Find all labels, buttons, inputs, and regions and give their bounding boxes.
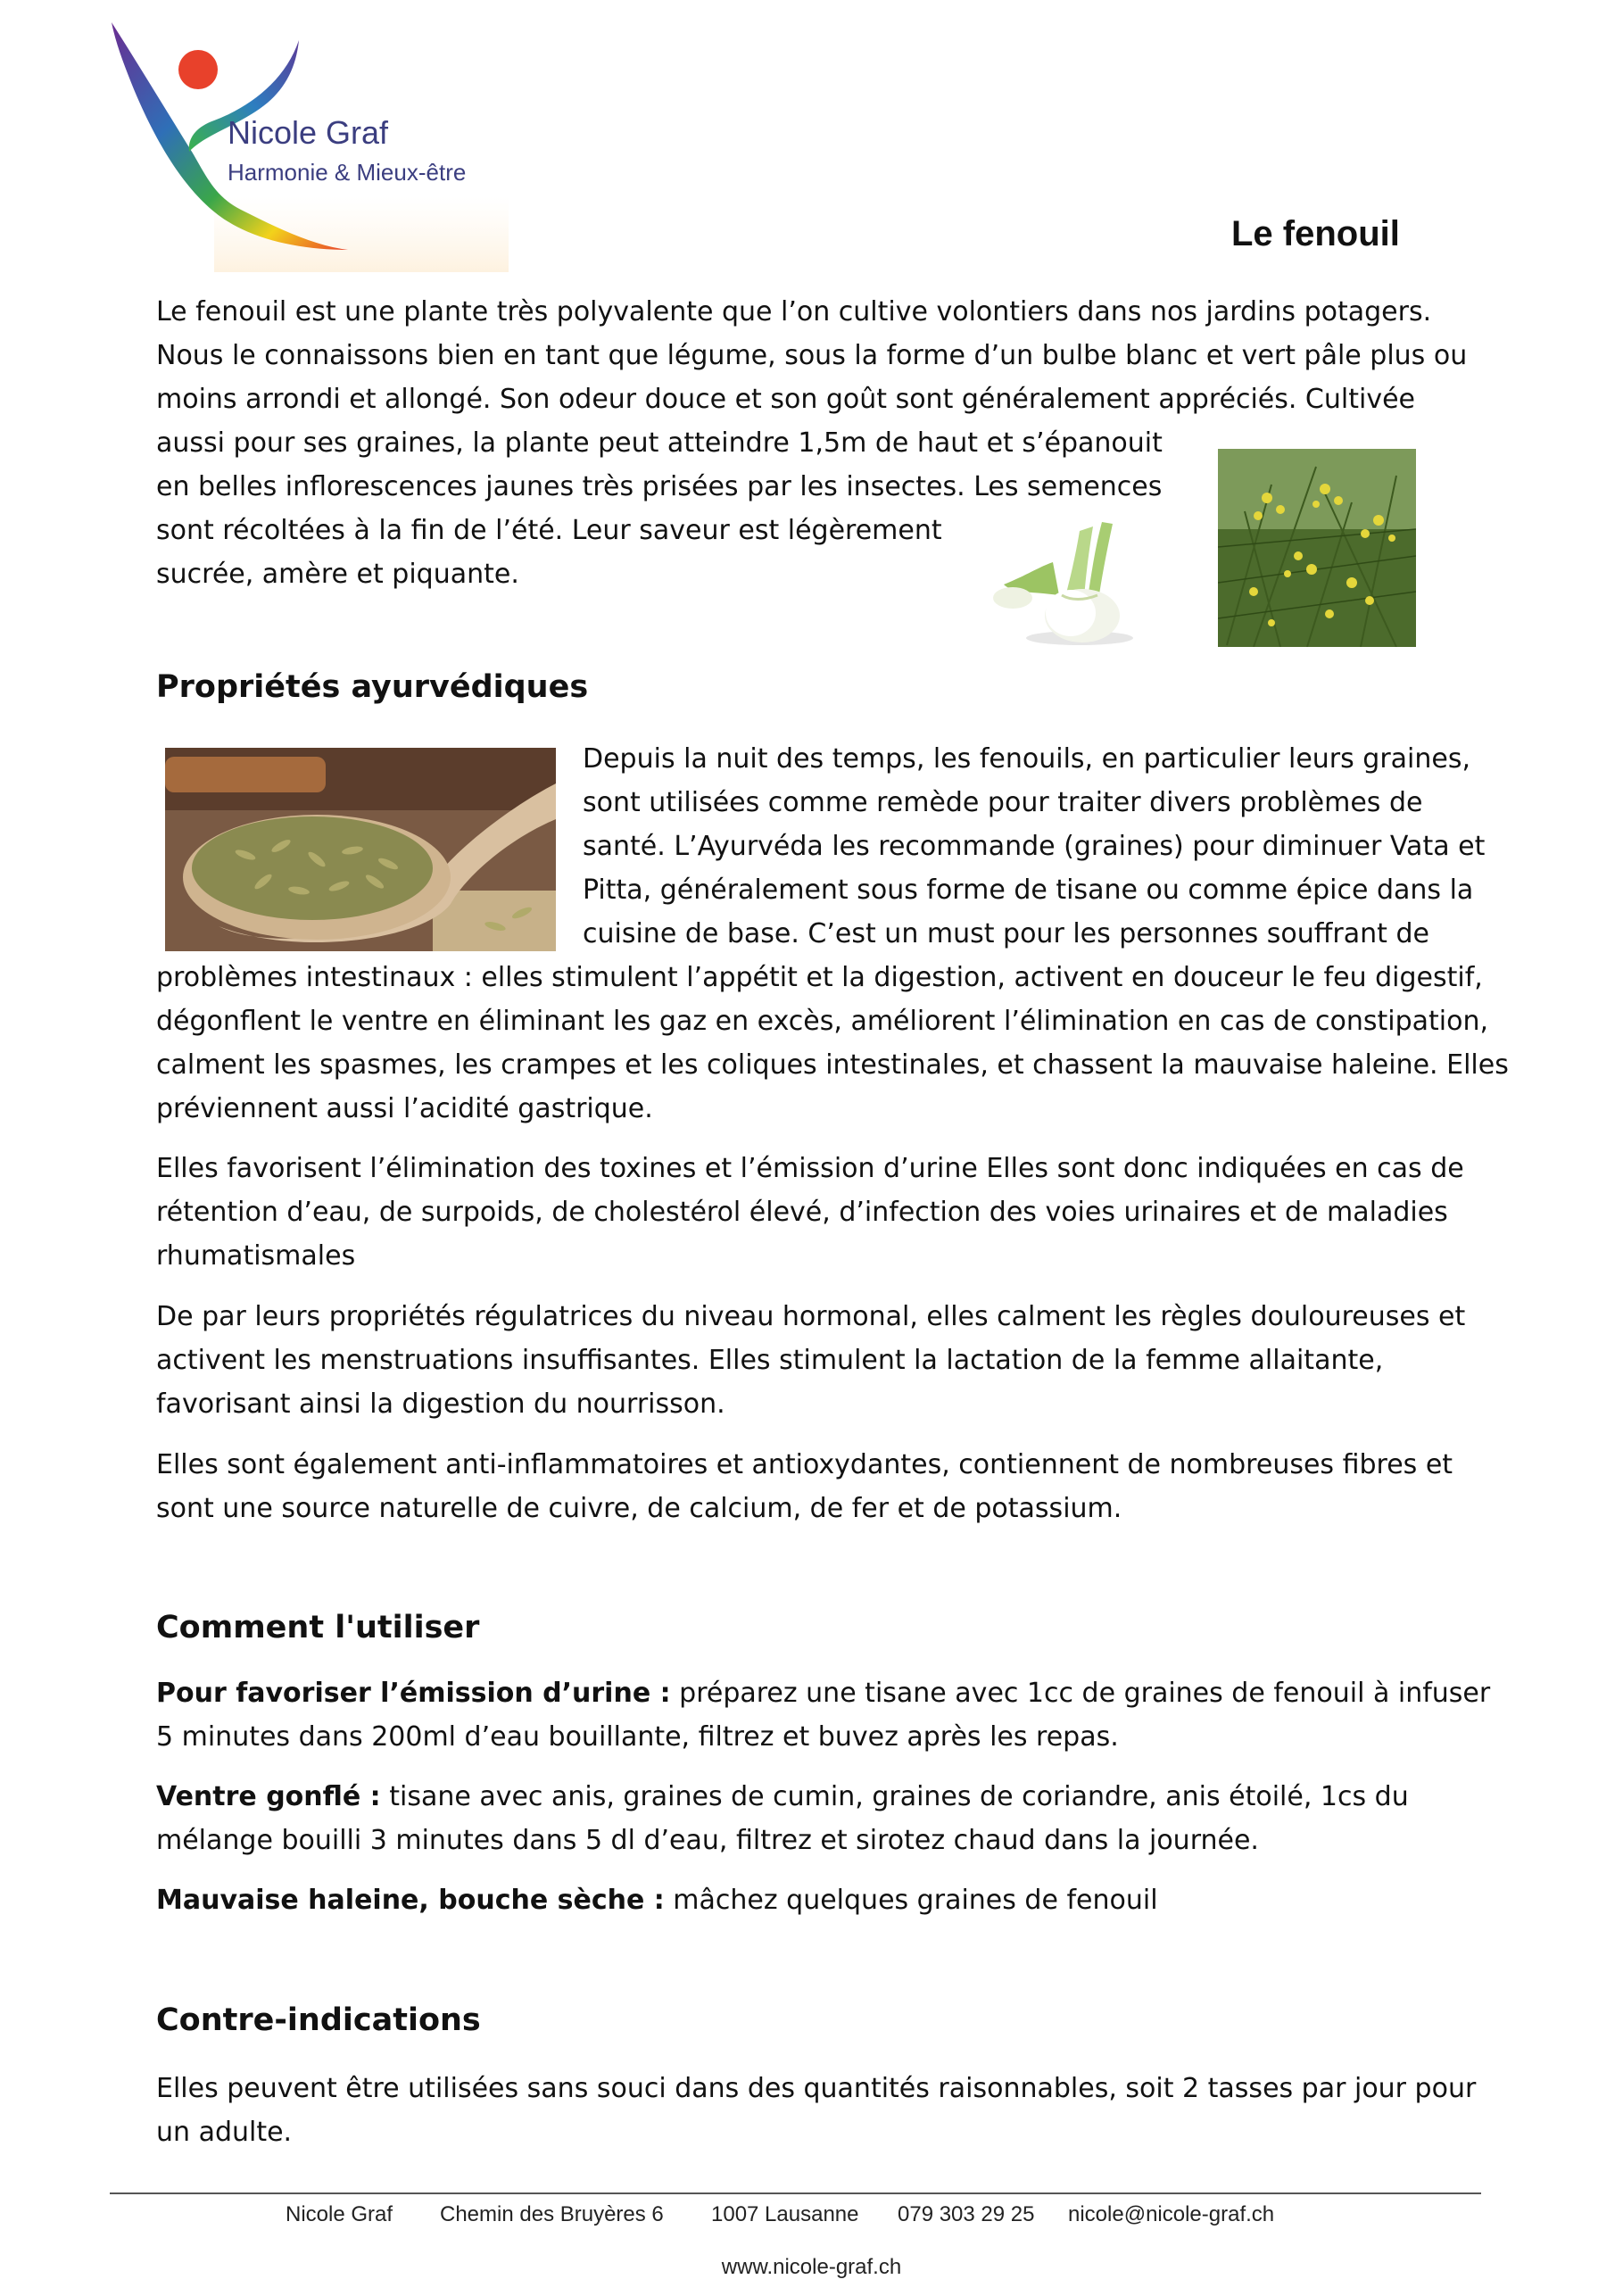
usage-label: Pour favoriser l’émission d’urine : — [156, 1678, 671, 1709]
usage-item-bloating — [156, 1775, 1495, 1862]
usage-item-urine — [156, 1671, 1495, 1759]
footer-name: Nicole Graf — [286, 2202, 393, 2226]
ayurveda-line: santé. L’Ayurvéda les recommande (graines) pour diminuer Vata et — [583, 831, 1486, 862]
ayurveda-line: dégonflent le ventre en éliminant les gaz en excès, améliorent l’élimination en cas de constipation, — [156, 1006, 1489, 1037]
ayurveda-line: calment les spasmes, les crampes et les coliques intestinales, et chassent la mauvaise haleine. Elles — [156, 1049, 1509, 1081]
intro-line: sont récoltées à la fin de l’été. Leur saveur est légèrement — [156, 515, 942, 546]
logo-name: Nicole Graf — [228, 114, 389, 151]
intro-line: sucrée, amère et piquante. — [156, 559, 519, 590]
intro-line: Nous le connaissons bien en tant que légume, sous la forme d’un bulbe blanc et vert pâle plus ou — [156, 340, 1468, 371]
page-title: Le fenouil — [1231, 214, 1400, 253]
section-heading-usage: Comment l'utiliser — [156, 1610, 480, 1645]
usage-item-breath — [156, 1878, 1495, 1922]
intro-line: aussi pour ses graines, la plante peut atteindre 1,5m de haut et s’épanouit — [156, 427, 1163, 459]
intro-line: moins arrondi et allongé. Son odeur douce et son goût sont généralement appréciés. Cultivée — [156, 384, 1415, 415]
usage-label: Ventre gonflé : — [156, 1781, 381, 1812]
usage-text: mâchez quelques graines de fenouil — [664, 1885, 1158, 1916]
ayurveda-line: Pitta, généralement sous forme de tisane ou comme épice dans la — [583, 874, 1474, 906]
usage-label: Mauvaise haleine, bouche sèche : — [156, 1885, 665, 1916]
section-heading-ayurveda: Propriétés ayurvédiques — [156, 669, 589, 705]
footer-address: Chemin des Bruyères 6 — [440, 2202, 664, 2226]
footer-phone: 079 303 29 25 — [898, 2202, 1035, 2226]
intro-line: Le fenouil est une plante très polyvalente que l’on cultive volontiers dans nos jardins potagers. — [156, 296, 1432, 327]
footer-website-text[interactable]: www.nicole-graf.ch — [721, 2255, 902, 2279]
paragraph-hormonal: De par leurs propriétés régulatrices du niveau hormonal, elles calment les règles douloureuses et activent les menstruations insuffisantes. Elles stimulent la lactation de la femme allaitante, favorisant ainsi la digestion du nourrisson. — [156, 1301, 1466, 1420]
fennel-seeds-spoon-image — [165, 748, 556, 951]
footer-city: 1007 Lausanne — [711, 2202, 859, 2226]
paragraph-elimination: Elles favorisent l’élimination des toxines et l’émission d’urine Elles sont donc indiquées en cas de rétention d’eau, de surpoids, de cholestérol élevé, d’infection des voies urinaires et de maladies rhumatismales — [156, 1153, 1464, 1272]
footer-divider — [110, 2192, 1481, 2194]
logo-tagline: Harmonie & Mieux-être — [228, 159, 467, 186]
logo — [107, 18, 518, 272]
paragraph-antioxidant: Elles sont également anti-inflammatoires et antioxydantes, contiennent de nombreuses fibres et sont une source naturelle de cuivre, de calcium, de fer et de potassium. — [156, 1449, 1453, 1524]
usage-text: tisane avec anis, graines de cumin, graines de coriandre, anis étoilé, 1cs du mélange bouilli 3 minutes dans 5 dl d’eau, filtrez et sirotez chaud dans la journée. — [156, 1781, 1409, 1856]
fennel-bulb-image — [986, 513, 1147, 651]
section-heading-contraindications: Contre-indications — [156, 2002, 481, 2038]
footer-website-link[interactable] — [0, 2255, 1623, 2280]
ayurveda-line: préviennent aussi l’acidité gastrique. — [156, 1093, 653, 1124]
usage-text: préparez une tisane avec 1cc de graines de fenouil à infuser 5 minutes dans 200ml d’eau bouillante, filtrez et buvez après les repas. — [156, 1678, 1491, 1753]
fennel-flowers-image — [1218, 449, 1416, 647]
ayurveda-line: Depuis la nuit des temps, les fenouils, en particulier leurs graines, — [583, 743, 1471, 775]
ayurveda-line: sont utilisées comme remède pour traiter divers problèmes de — [583, 787, 1423, 818]
footer-email-link[interactable]: nicole@nicole-graf.ch — [1068, 2202, 1275, 2226]
intro-line: en belles inflorescences jaunes très prisées par les insectes. Les semences — [156, 471, 1163, 502]
ayurveda-line: problèmes intestinaux : elles stimulent l’appétit et la digestion, activent en douceur le feu digestif, — [156, 962, 1483, 993]
contraindications-text: Elles peuvent être utilisées sans souci dans des quantités raisonnables, soit 2 tasses par jour pour un adulte. — [156, 2073, 1477, 2148]
ayurveda-line: cuisine de base. C’est un must pour les personnes souffrant de — [583, 918, 1429, 949]
